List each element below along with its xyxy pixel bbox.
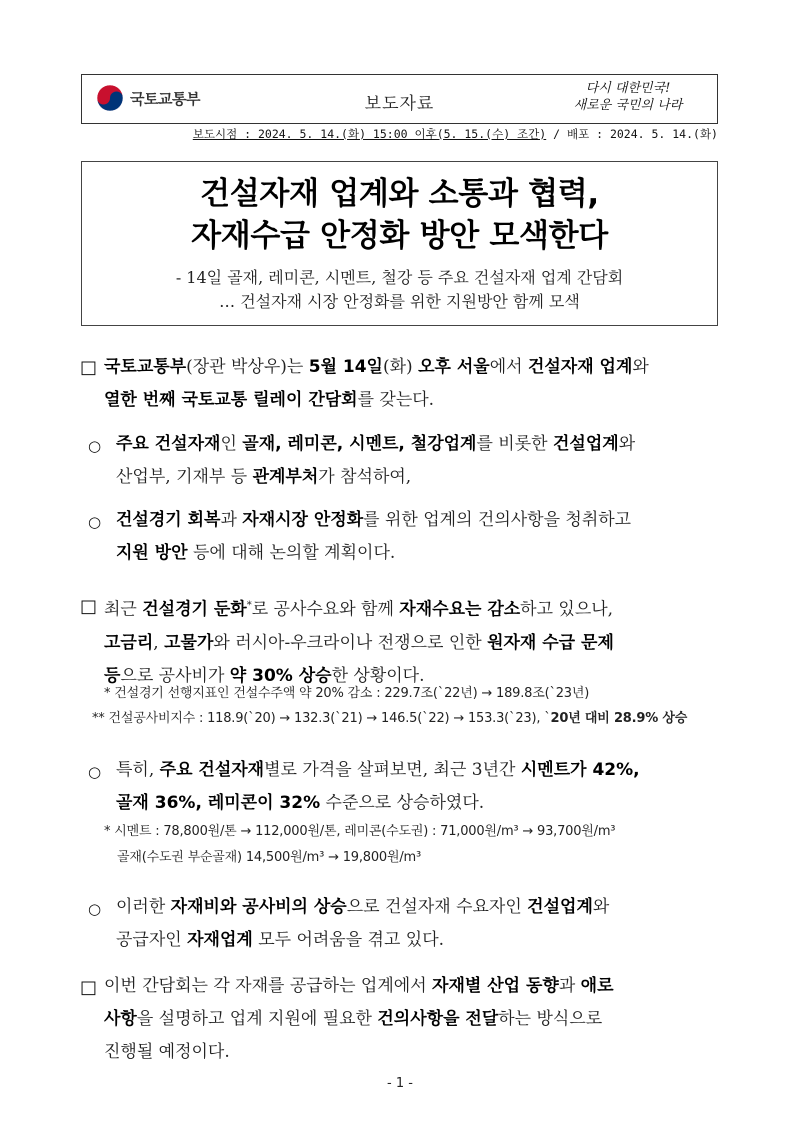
bold-text: 고물가 [164, 632, 214, 653]
paragraph-2b [116, 891, 724, 957]
bold-text: 시멘트가 42%, [520, 760, 640, 780]
government-slogan [553, 80, 703, 114]
paragraph-2 [104, 589, 724, 693]
bold-text: 건설경기 회복 [116, 510, 221, 530]
bold-text: 열한 번째 국토교통 릴레이 간담회 [104, 390, 358, 410]
text-run: 별로 가격을 살펴보면, 최근 3년간 [264, 760, 521, 780]
text-run: 를 위한 업계의 건의사항을 청취하고 [363, 510, 632, 530]
paragraph-2-line-2 [104, 627, 724, 660]
footnote-2 [92, 706, 687, 732]
text-run: 와 러시아-우크라이나 전쟁으로 인한 [213, 632, 488, 653]
text-run: 와 [618, 434, 636, 454]
paragraph-2a [116, 754, 724, 820]
text-run: 등에 대해 논의할 계획이다. [187, 543, 396, 563]
paragraph-2a-line-2 [116, 787, 724, 820]
text-run: 과 [220, 510, 243, 530]
text-run: ** 건설공사비지수 : 118.9(`20) → 132.3(`21) → 146.5(`22) → 153.3(`23), ` [92, 711, 551, 726]
footnote-1: * 건설경기 선행지표인 건설수주액 약 20% 감소 : 229.7조(`22년) → 189.8조(`23년) [104, 686, 590, 701]
text-run: 이러한 [116, 897, 171, 917]
text-run: 로 공사수요와 함께 [251, 599, 400, 620]
bold-text: 사항 [104, 1009, 137, 1029]
slogan-line-1: 다시 대한민국! [585, 81, 671, 96]
text-run: 특히, [116, 760, 160, 780]
text-run: 을 설명하고 업계 지원에 필요한 [136, 1009, 378, 1029]
square-bullet: □ [80, 357, 98, 378]
text-run: 와 [632, 357, 649, 377]
paragraph-1b-line-1 [116, 504, 724, 537]
subtitle [82, 266, 717, 314]
bold-text: 관계부처 [252, 467, 319, 487]
title-box [81, 161, 718, 326]
paragraph-1a-line-1 [116, 428, 724, 461]
bold-text: 건설업계 [527, 897, 593, 917]
bold-text: 건설업계 [552, 434, 619, 454]
document-type: 보도자료 [364, 94, 435, 114]
slogan-line-2: 새로운 국민의 나라 [573, 98, 683, 113]
text-run: 이번 간담회는 각 자재를 공급하는 업계에서 [104, 976, 433, 996]
bold-text: 약 30% 상승 [229, 665, 332, 686]
text-run: 한 상황이다. [331, 665, 425, 686]
text-run: * [246, 600, 252, 611]
text-run: 하는 방식으로 [498, 1009, 603, 1029]
paragraph-1-line-1 [104, 351, 724, 384]
paragraph-3-line-2 [104, 1003, 724, 1036]
circle-bullet: ○ [88, 763, 102, 781]
text-run: 인 [220, 434, 243, 454]
bold-text: 건설경기 둔화 [142, 599, 247, 620]
text-run: 최근 [104, 599, 143, 620]
square-bullet: □ [80, 596, 98, 617]
bold-text: 자재비와 공사비의 상승 [170, 897, 347, 917]
bold-text: 자재수요는 감소 [399, 599, 521, 620]
bold-text: 20년 대비 28.9% 상승 [550, 711, 688, 726]
paragraph-2-line-1 [104, 589, 724, 627]
text-run: 에서 [489, 357, 528, 377]
bold-text: 건의사항을 전달 [377, 1009, 499, 1029]
bold-text: 원자재 수급 문제 [487, 632, 614, 653]
text-run: 공급자인 [116, 930, 188, 950]
text-run: 으로 건설자재 수요자인 [346, 897, 528, 917]
title-line-1: 건설자재 업계와 소통과 협력, [200, 176, 599, 212]
paragraph-1a-line-2 [116, 461, 724, 494]
price-note-1: * 시멘트 : 78,800원/톤 → 112,000원/톤, 레미콘(수도권) : 71,000원/m³ → 93,700원/m³ [104, 824, 616, 839]
text-run: 와 [592, 897, 610, 917]
text-run: 모두 어려움을 겪고 있다. [252, 930, 445, 950]
circle-bullet: ○ [88, 513, 102, 531]
text-run: (장관 박상우)는 [186, 357, 309, 377]
paragraph-3-line-3 [104, 1036, 724, 1069]
circle-bullet: ○ [88, 900, 102, 918]
title-line-2: 자재수급 안정화 방안 모색한다 [191, 218, 608, 254]
bold-text: 자재별 산업 동향 [432, 976, 559, 996]
bold-text: 국토교통부 [104, 357, 187, 377]
text-run: 으로 공사비가 [120, 665, 230, 686]
square-bullet: □ [80, 977, 98, 998]
paragraph-1-line-2 [104, 384, 724, 417]
bold-text: 주요 건설자재 [159, 760, 265, 780]
embargo-time: 보도시점 : 2024. 5. 14.(화) 15:00 이후(5. 15.(수) 조간) [192, 127, 547, 141]
header-box [81, 74, 718, 124]
bold-text: 건설자재 업계 [527, 357, 633, 377]
paragraph-3-line-1 [104, 970, 724, 1003]
paragraph-3 [104, 970, 724, 1069]
text-run: 수준으로 상승하였다. [320, 793, 485, 813]
release-time [193, 126, 718, 142]
text-run: (화) [382, 357, 419, 377]
text-run: 하고 있으나, [520, 599, 614, 620]
text-run: 가 참석하여, [318, 467, 412, 487]
bold-text: 자재업계 [187, 930, 253, 950]
circle-bullet: ○ [88, 437, 102, 455]
ministry-name: 국토교통부 [130, 89, 200, 108]
text-run: 진행될 예정이다. [104, 1042, 230, 1062]
paragraph-1b [116, 504, 724, 570]
paragraph-2b-line-1 [116, 891, 724, 924]
bold-text: 오후 서울 [418, 357, 490, 377]
text-run: 과 [558, 976, 581, 996]
main-title [82, 173, 717, 257]
bold-text: 5월 14일 [308, 357, 383, 377]
paragraph-1b-line-2 [116, 537, 724, 570]
bold-text: 주요 건설자재 [116, 434, 221, 454]
page-number: - 1 - [387, 1076, 413, 1091]
subtitle-line-1: - 14일 골재, 레미콘, 시멘트, 철강 등 주요 건설자재 업계 간담회 [175, 268, 624, 287]
paragraph-2b-line-2 [116, 924, 724, 957]
bold-text: 골재, 레미콘, 시멘트, 철강업계 [242, 434, 477, 454]
paragraph-1 [104, 351, 724, 417]
bold-text: 자재시장 안정화 [242, 510, 364, 530]
distribution-date: / 배포 : 2024. 5. 14.(화) [546, 127, 718, 141]
text-run: 를 갖는다. [357, 390, 435, 410]
price-note-2: 골재(수도권 부순골재) 14,500원/m³ → 19,800원/m³ [117, 850, 421, 865]
paragraph-2a-line-1 [116, 754, 724, 787]
bold-text: 고금리 [104, 632, 154, 653]
text-run: , [153, 632, 165, 653]
text-run: 를 비롯한 [476, 434, 553, 454]
paragraph-1a [116, 428, 724, 494]
subtitle-line-2: … 건설자재 시장 안정화를 위한 지원방안 함께 모색 [219, 292, 580, 311]
bold-text: 애로 [580, 976, 614, 996]
text-run: 산업부, 기재부 등 [116, 467, 253, 487]
bold-text: 지원 방안 [116, 543, 188, 563]
bold-text: 골재 36%, 레미콘이 32% [116, 793, 321, 813]
bold-text: 등 [104, 665, 121, 686]
